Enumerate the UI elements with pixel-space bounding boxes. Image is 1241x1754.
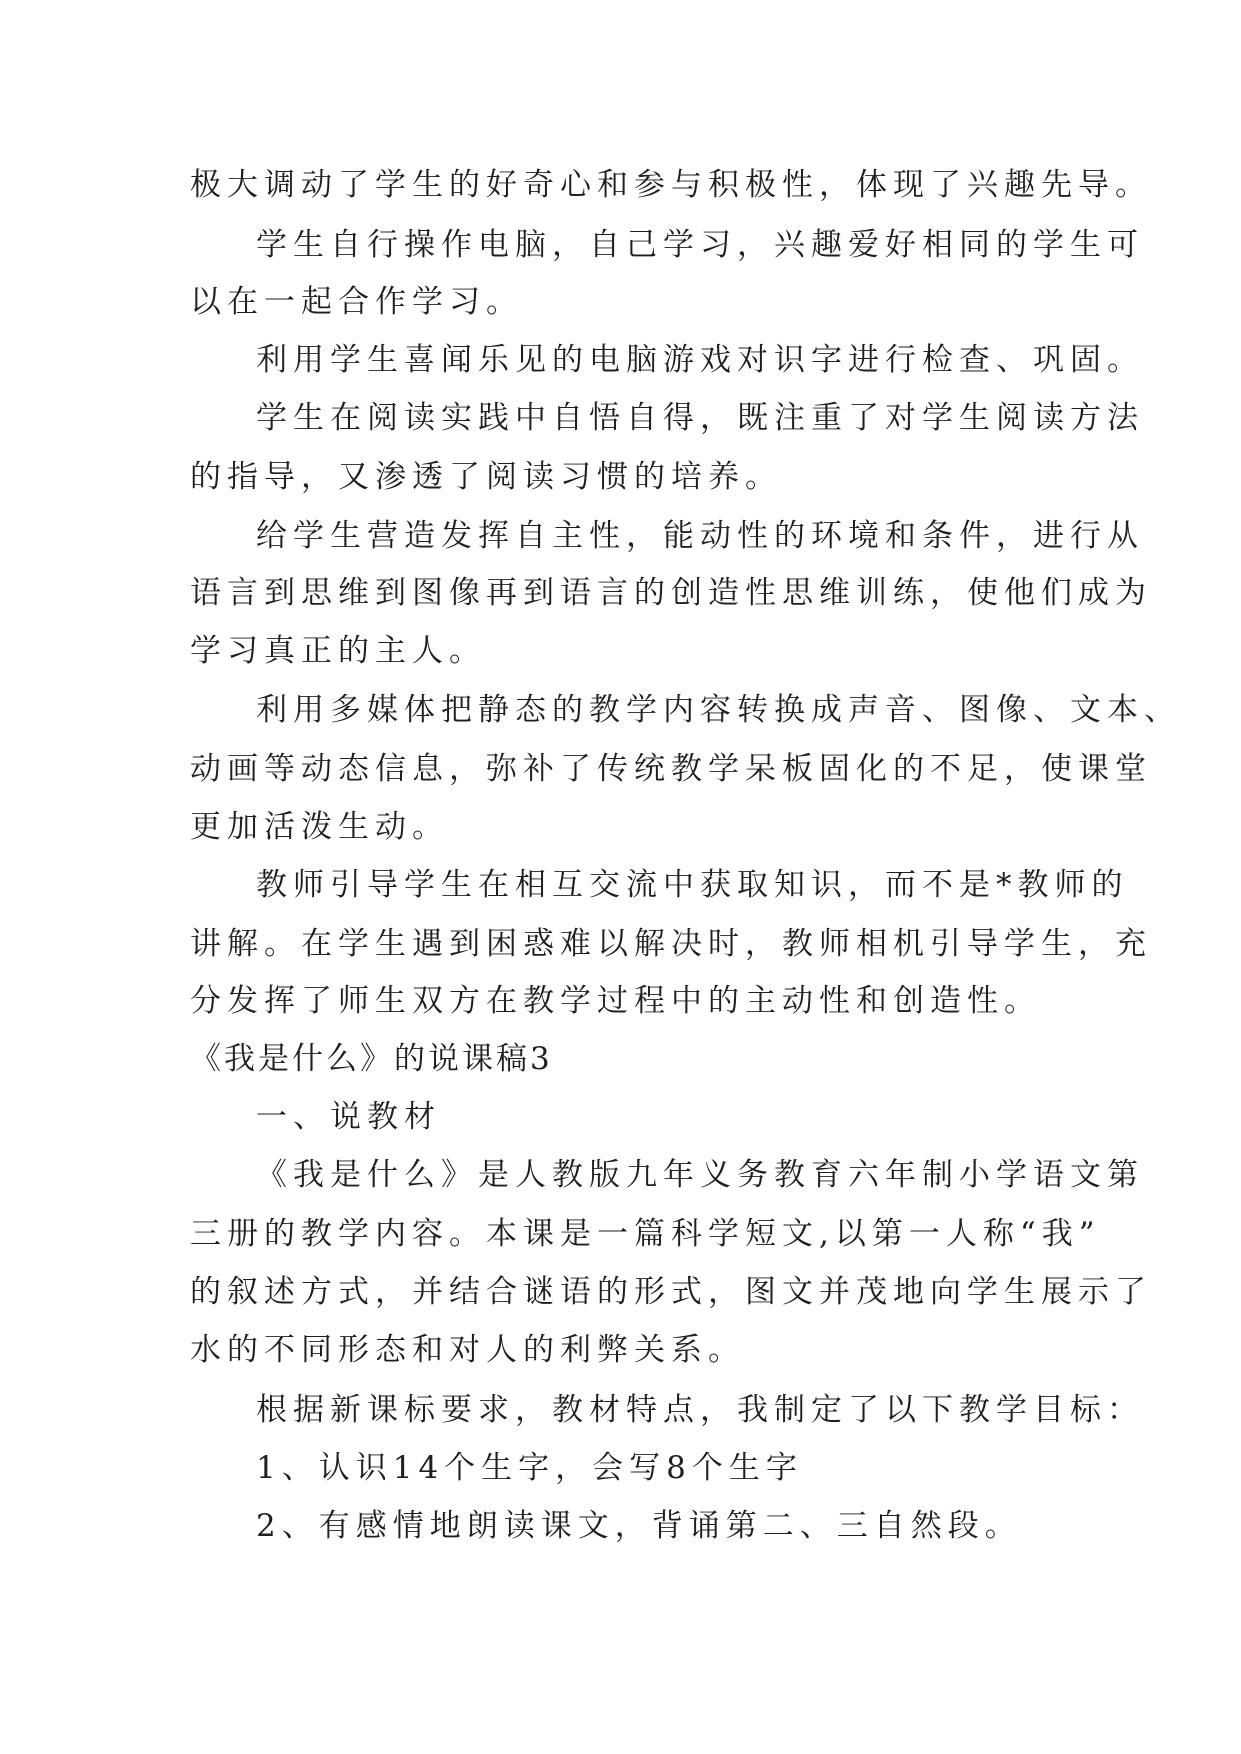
- paragraph-line: 根据新课标要求，教材特点，我制定了以下教学目标：: [256, 1392, 1144, 1428]
- paragraph-line: 学生在阅读实践中自悟自得，既注重了对学生阅读方法: [256, 400, 1144, 436]
- list-item: 1、认识14个生字，会写8个生字: [256, 1450, 803, 1486]
- paragraph-line: 水的不同形态和对人的利弊关系。: [190, 1332, 745, 1368]
- paragraph-line: 利用学生喜闻乐见的电脑游戏对识字进行检查、巩固。: [256, 342, 1144, 378]
- paragraph-line: 分发挥了师生双方在教学过程中的主动性和创造性。: [190, 983, 1041, 1019]
- paragraph-line: 动画等动态信息，弥补了传统教学呆板固化的不足，使课堂: [190, 751, 1152, 787]
- paragraph-line: 语言到思维到图像再到语言的创造性思维训练，使他们成为: [190, 575, 1152, 611]
- paragraph-line: 以在一起合作学习。: [190, 284, 523, 320]
- paragraph-line: 的指导，又渗透了阅读习惯的培养。: [190, 459, 782, 495]
- paragraph-line: 学习真正的主人。: [190, 633, 486, 669]
- paragraph-line: 利用多媒体把静态的教学内容转换成声音、图像、文本、: [256, 692, 1181, 728]
- paragraph-line: 教师引导学生在相互交流中获取知识，而不是*教师的: [256, 867, 1129, 903]
- paragraph-line: 的叙述方式，并结合谜语的形式，图文并茂地向学生展示了: [190, 1274, 1152, 1310]
- paragraph-line: 极大调动了学生的好奇心和参与积极性，体现了兴趣先导。: [190, 167, 1152, 203]
- paragraph-line: 给学生营造发挥自主性，能动性的环境和条件，进行从: [256, 518, 1144, 554]
- paragraph-line: 《我是什么》是人教版九年义务教育六年制小学语文第: [256, 1157, 1144, 1193]
- subsection-heading: 一、说教材: [256, 1099, 441, 1135]
- paragraph-line: 更加活泼生动。: [190, 809, 449, 845]
- list-item: 2、有感情地朗读课文，背诵第二、三自然段。: [256, 1508, 1022, 1544]
- paragraph-line: 讲解。在学生遇到困惑难以解决时，教师相机引导学生，充: [190, 926, 1152, 962]
- paragraph-line: 学生自行操作电脑，自己学习，兴趣爱好相同的学生可: [256, 227, 1144, 263]
- paragraph-line: 三册的教学内容。本课是一篇科学短文,以第一人称“我”: [190, 1216, 1101, 1252]
- section-heading: 《我是什么》的说课稿3: [190, 1041, 553, 1077]
